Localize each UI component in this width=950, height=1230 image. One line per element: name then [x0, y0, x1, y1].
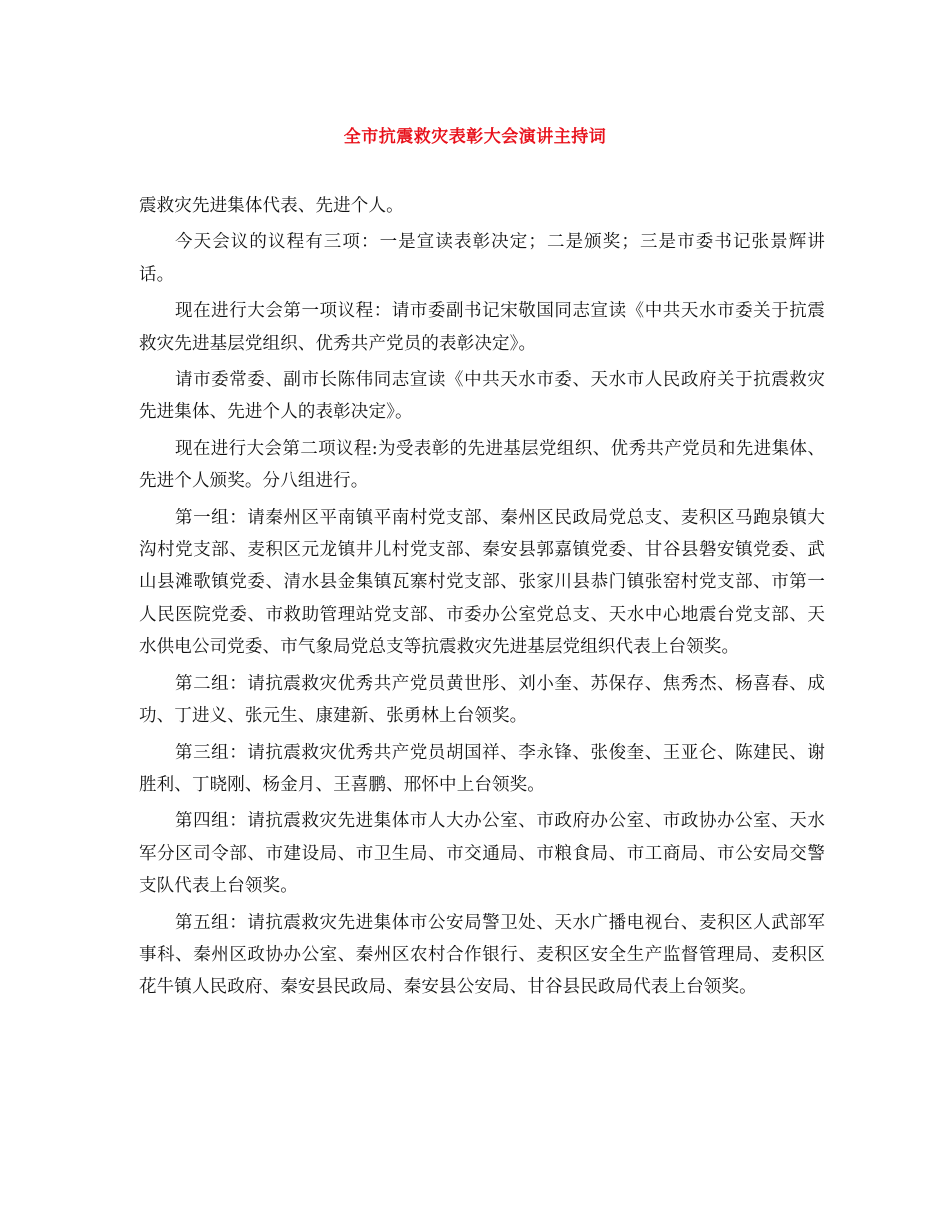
body-paragraph: 第一组：请秦州区平南镇平南村党支部、秦州区民政局党总支、麦积区马跑泉镇大沟村党支部、麦积区元龙镇井儿村党支部、秦安县郭嘉镇党委、甘谷县磐安镇党委、武山县滩歌镇党委、清水县金集镇瓦寨村党支部、张家川县恭门镇张窑村党支部、市第一人民医院党委、市救助管理站党支部、市委办公室党总支、天水中心地震台党支部、天水供电公司党委、市气象局党总支等抗震救灾先进基层党组织代表上台领奖。: [139, 507, 825, 658]
body-paragraph: 现在进行大会第二项议程:为受表彰的先进基层党组织、优秀共产党员和先进集体、先进个人颁奖。分八组进行。: [139, 438, 825, 492]
document-body: [139, 190, 825, 1008]
body-paragraph: 今天会议的议程有三项：一是宣读表彰决定；二是颁奖；三是市委书记张景辉讲话。: [139, 232, 825, 285]
body-paragraph: 现在进行大会第一项议程：请市委副书记宋敬国同志宣读《中共天水市委关于抗震救灾先进基层党组织、优秀共产党员的表彰决定》。: [139, 301, 825, 354]
body-paragraph: 第五组：请抗震救灾先进集体市公安局警卫处、天水广播电视台、麦积区人武部军事科、秦州区政协办公室、秦州区农村合作银行、麦积区安全生产监督管理局、麦积区花牛镇人民政府、秦安县民政局、秦安县公安局、甘谷县民政局代表上台领奖。: [139, 912, 825, 998]
body-paragraph: 请市委常委、副市长陈伟同志宣读《中共天水市委、天水市人民政府关于抗震救灾先进集体、先进个人的表彰决定》。: [139, 370, 825, 423]
body-paragraph: 震救灾先进集体代表、先进个人。: [139, 196, 404, 216]
body-paragraph: 第四组：请抗震救灾先进集体市人大办公室、市政府办公室、市政协办公室、天水军分区司令部、市建设局、市卫生局、市交通局、市粮食局、市工商局、市公安局交警支队代表上台领奖。: [139, 811, 825, 897]
document-title: 全市抗震救灾表彰大会演讲主持词: [343, 127, 607, 147]
body-paragraph: 第二组：请抗震救灾优秀共产党员黄世彤、刘小奎、苏保存、焦秀杰、杨喜春、成功、丁进义、张元生、康建新、张勇林上台领奖。: [139, 673, 825, 727]
body-paragraph: 第三组：请抗震救灾优秀共产党员胡国祥、李永锋、张俊奎、王亚仑、陈建民、谢胜利、丁晓刚、杨金月、王喜鹏、邢怀中上台领奖。: [139, 742, 825, 795]
